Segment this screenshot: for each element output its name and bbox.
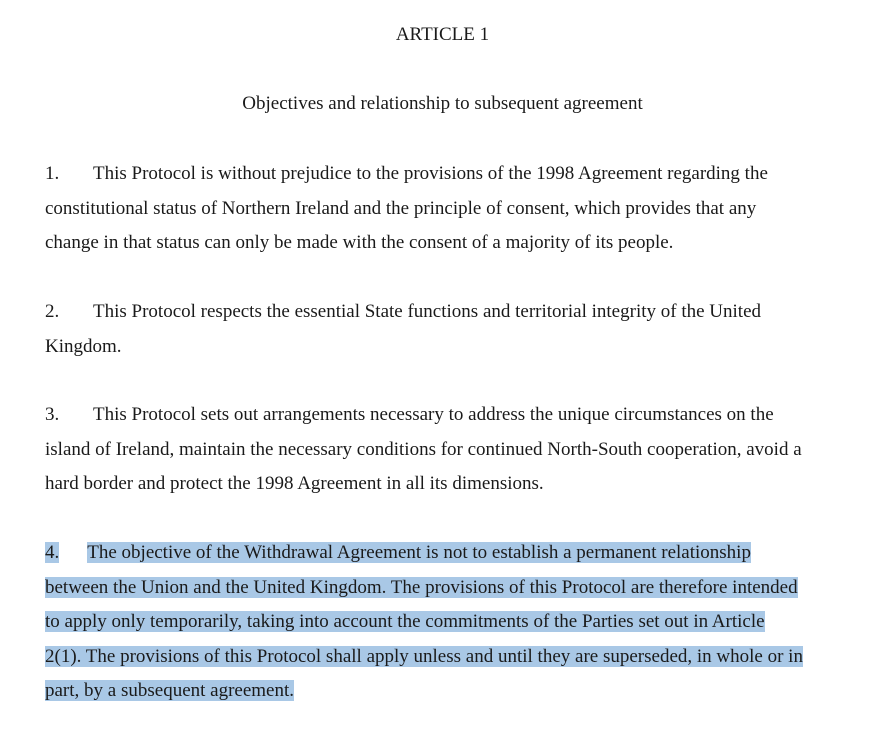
paragraph-line: constitutional status of Northern Ireland and the principle of consent, which provides that any — [45, 198, 757, 219]
paragraph-line: hard border and protect the 1998 Agreement in all its dimensions. — [45, 473, 544, 494]
paragraph-line — [45, 576, 798, 600]
paragraph-text: 2(1). The provisions of this Protocol shall apply unless and until they are superseded, in whole or in — [45, 646, 803, 667]
paragraph-number: 2. — [45, 301, 60, 322]
paragraph-line — [45, 162, 768, 186]
article-heading: ARTICLE 1 — [395, 24, 490, 45]
paragraph-line: island of Ireland, maintain the necessary conditions for continued North-South cooperation, avoid a — [45, 439, 802, 460]
paragraph-line — [45, 541, 751, 565]
paragraph-text: to apply only temporarily, taking into account the commitments of the Parties set out in Article — [45, 611, 765, 632]
paragraph-line: Kingdom. — [45, 336, 122, 357]
paragraph-text: between the Union and the United Kingdom. The provisions of this Protocol are therefore intended — [45, 577, 798, 598]
paragraph-text: This Protocol respects the essential State functions and territorial integrity of the United — [93, 301, 761, 322]
paragraph-line — [45, 645, 803, 669]
paragraph-text: part, by a subsequent agreement. — [45, 680, 295, 701]
paragraph-line: change in that status can only be made with the consent of a majority of its people. — [45, 232, 674, 253]
paragraph-number: 3. — [45, 404, 60, 425]
paragraph-line — [45, 300, 761, 324]
paragraph-text: The objective of the Withdrawal Agreement is not to establish a permanent relationship — [87, 542, 751, 563]
paragraph-text: This Protocol is without prejudice to the provisions of the 1998 Agreement regarding the — [93, 163, 768, 184]
paragraph-line — [45, 403, 774, 427]
paragraph-number: 4. — [45, 542, 60, 563]
paragraph-line — [45, 610, 765, 634]
paragraph-number: 1. — [45, 163, 60, 184]
paragraph-line — [45, 679, 294, 703]
paragraph-text: This Protocol sets out arrangements necessary to address the unique circumstances on the — [93, 404, 774, 425]
article-subtitle: Objectives and relationship to subsequent agreement — [242, 93, 643, 114]
